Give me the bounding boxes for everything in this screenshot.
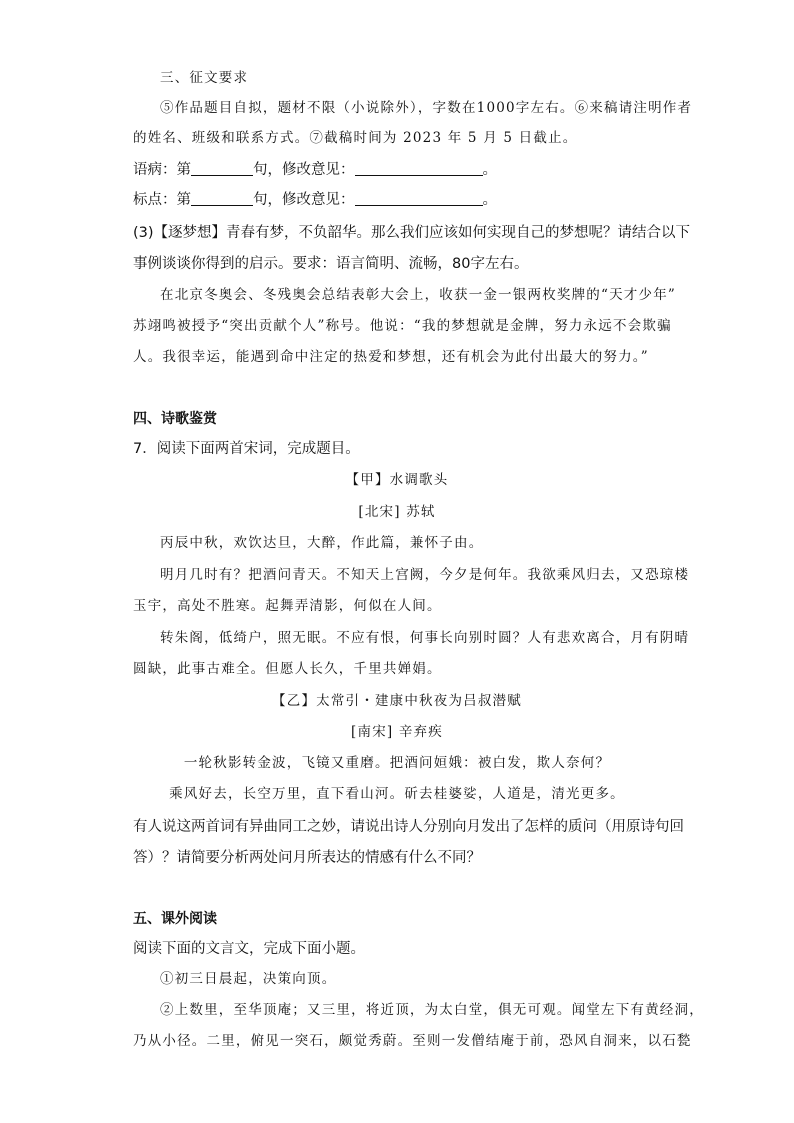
poem-preface: 丙辰中秋，欢饮达旦，大醉，作此篇，兼怀子由。 [160,535,484,551]
section-heading: 五、课外阅读 [133,911,217,927]
q3-prompt: (3)【逐梦想】青春有梦，不负韶华。那么我们应该如何实现自己的梦想呢？请结合以下 [133,225,691,241]
reading-intro: 阅读下面的文言文，完成下面小题。 [133,941,365,957]
poem-line: 明月几时有？把酒问青天。不知天上宫阙，今夕是何年。我欲乘风归去，又恐琼楼 [160,567,690,583]
poem-line: 圆缺，此事古难全。但愿人长久，千里共婵娟。 [133,661,442,677]
classical-text-para: ②上数里，至华顶庵；又三里，将近顶，为太白堂，俱无可观。闻堂左下有黄经洞， [160,1002,704,1018]
sentence-number-blank[interactable] [191,174,253,176]
poem-line: 一轮秋影转金波，飞镜又重磨。把酒问姮娥：被白发，欺人奈何？ [183,755,611,771]
poem-line: 乘风好去，长空万里，直下看山河。斫去桂婆娑，人道是，清光更多。 [169,786,625,802]
answer-middle: 句，修改意见： [253,162,355,178]
poem-line: 玉宇，高处不胜寒。起舞弄清影，何似在人间。 [133,598,442,614]
answer-end: 。 [482,162,497,178]
poem-line: 转朱阁，低绮户，照无眠。不应有恨，何事长向别时圆？人有悲欢离合，月有阴晴 [160,630,690,646]
classical-text-para: ①初三日晨起，决策向顶。 [160,971,337,987]
notice-heading: 三、征文要求 [160,70,249,86]
revision-blank[interactable] [355,174,483,176]
answer-label: 语病：第 [133,162,191,178]
poem-author: [南宋] 辛弃疾 [351,724,443,740]
classical-text-para: 乃从小径。二里，俯见一突石，颇觉秀蔚。至则一发僧结庵于前，恐风自洞来，以石甃 [133,1033,692,1049]
answer-end: 。 [482,192,497,208]
q3-prompt: 事例谈谈你得到的启示。要求：语言简明、流畅，80字左右。 [133,256,529,272]
poem-title: 【乙】太常引・建康中秋夜为吕叔潜赋 [272,693,522,709]
notice-line: 的姓名、班级和联系方式。⑦截稿时间为 2023 年 5 月 5 日截止。 [133,130,578,146]
revision-blank[interactable] [355,204,483,206]
answer-label: 标点：第 [133,192,191,208]
q3-material: 苏翊鸣被授予“突出贡献个人”称号。他说：“我的梦想就是金牌，努力永远不会欺骗 [133,318,672,334]
question-7: 7．阅读下面两首宋词，完成题目。 [133,441,360,457]
section-heading: 四、诗歌鉴赏 [133,411,217,427]
q3-material: 人。我很幸运，能遇到命中注定的热爱和梦想，还有机会为此付出最大的努力。” [133,349,649,365]
answer-line-grammar [133,163,497,178]
q3-material: 在北京冬奥会、冬残奥会总结表彰大会上，收获一金一银两枚奖牌的“天才少年” [160,287,677,303]
question-prompt: 答）？请简要分析两处问月所表达的情感有什么不同？ [133,850,481,866]
poem-author: [北宋] 苏轼 [358,504,436,520]
answer-middle: 句，修改意见： [253,192,355,208]
question-prompt: 有人说这两首词有异曲同工之妙，请说出诗人分别向月发出了怎样的质问（用原诗句回 [133,819,684,835]
poem-title: 【甲】水调歌头 [345,472,449,488]
notice-line: ⑤作品题目自拟，题材不限（小说除外），字数在1000字左右。⑥来稿请注明作者 [160,100,693,116]
sentence-number-blank[interactable] [191,204,253,206]
answer-line-punctuation [133,193,497,208]
